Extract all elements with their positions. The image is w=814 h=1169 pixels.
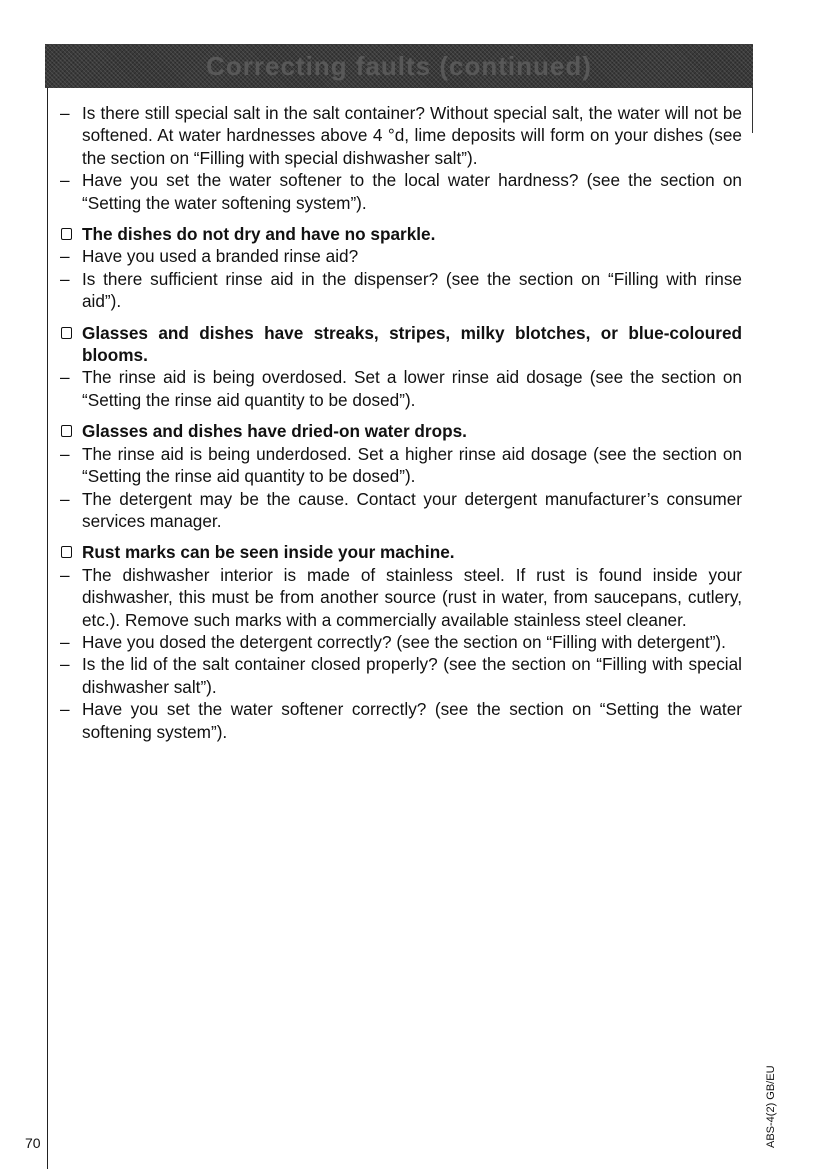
page-header-title: Correcting faults (continued): [206, 51, 592, 81]
dash-bullet: –: [60, 564, 70, 585]
list-item-text: Have you set the water softener correctly? (see the section on “Setting the water softening system”).: [82, 699, 742, 742]
list-item-text: The rinse aid is being underdosed. Set a higher rinse aid dosage (see the section on “Setting the rinse aid quantity to be dosed”).: [82, 443, 742, 487]
fault-heading-text: The dishes do not dry and have no sparkle.: [82, 224, 436, 245]
list-item: [60, 443, 742, 488]
fault-heading: [60, 420, 742, 442]
fault-heading-text: Glasses and dishes have dried-on water drops.: [82, 421, 467, 442]
list-item: [60, 245, 742, 267]
list-item-text: The rinse aid is being overdosed. Set a lower rinse aid dosage (see the section on “Setting the rinse aid quantity to be dosed”).: [82, 367, 742, 410]
list-item-text: Is there still special salt in the salt container? Without special salt, the water will not be softened. At water hardnesses above 4 °d, lime deposits will form on your dishes (see the section on “Filling with special dishwasher salt”).: [82, 103, 742, 168]
fault-heading: [60, 223, 742, 245]
checkbox-square-icon: [61, 228, 72, 240]
dash-bullet: –: [60, 103, 70, 123]
dash-bullet: –: [60, 170, 70, 191]
dash-bullet: –: [60, 246, 70, 267]
list-item: [60, 564, 742, 631]
list-item: [60, 631, 742, 653]
page-number: 70: [25, 1135, 41, 1151]
list-item: [60, 488, 742, 533]
dash-bullet: –: [60, 699, 70, 720]
page-header-bar: [45, 44, 753, 88]
document-code: ABS-4(2) GB/EU: [765, 1065, 777, 1148]
left-margin-rule: [47, 88, 48, 1169]
checkbox-square-icon: [61, 425, 72, 437]
list-item: [60, 366, 742, 411]
dash-bullet: –: [60, 654, 70, 675]
list-item-text: The dishwasher interior is made of stainless steel. If rust is found inside your dishwasher, this must be from another source (rust in water, from saucepans, cutlery, etc.). Remove such marks with a commercially available stainless steel cleaner.: [82, 564, 742, 630]
dash-bullet: –: [60, 268, 70, 289]
fault-heading-text: Rust marks can be seen inside your machine.: [82, 542, 455, 563]
fault-heading: [60, 541, 742, 563]
list-item: [60, 698, 742, 743]
dash-bullet: –: [60, 488, 70, 509]
dash-bullet: –: [60, 631, 70, 652]
list-item-text: Have you set the water softener to the local water hardness? (see the section on “Setting the water softening system”).: [82, 170, 742, 213]
checkbox-square-icon: [61, 546, 72, 558]
fault-heading: [60, 322, 742, 367]
troubleshooting-content: [60, 102, 742, 743]
list-item-text: The detergent may be the cause. Contact your detergent manufacturer’s consumer services manager.: [82, 488, 742, 531]
list-item: [60, 268, 742, 313]
right-margin-rule: [752, 88, 753, 133]
dash-bullet: –: [60, 443, 70, 464]
list-item: [60, 169, 742, 214]
list-item-text: Is the lid of the salt container closed properly? (see the section on “Filling with special dishwasher salt”).: [82, 654, 742, 697]
list-item: [60, 653, 742, 698]
checkbox-square-icon: [61, 327, 72, 339]
list-item-text: Have you dosed the detergent correctly? (see the section on “Filling with detergent”).: [82, 631, 726, 652]
list-item-text: Have you used a branded rinse aid?: [82, 246, 359, 267]
fault-heading-text: Glasses and dishes have streaks, stripes, milky blotches, or blue-coloured blooms.: [82, 322, 742, 366]
dash-bullet: –: [60, 367, 70, 388]
list-item-text: Is there sufficient rinse aid in the dispenser? (see the section on “Filling with rinse aid”).: [82, 268, 742, 312]
list-item: [60, 102, 742, 169]
